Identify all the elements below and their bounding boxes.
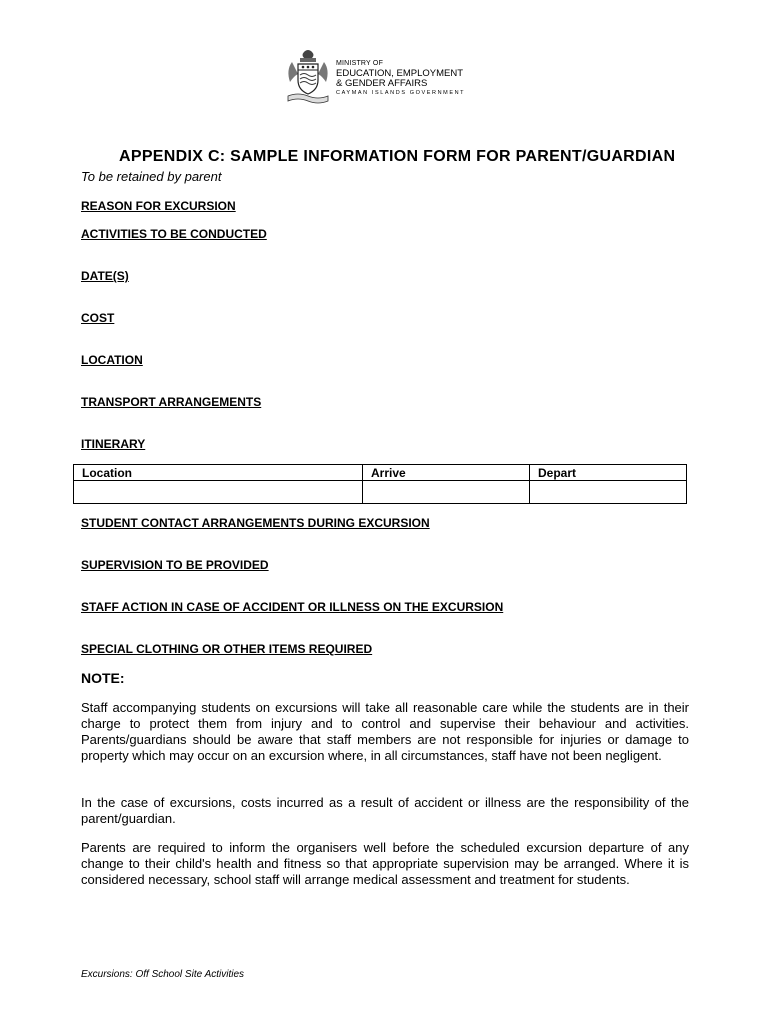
itinerary-table: [73, 464, 687, 504]
note-paragraph-3: Parents are required to inform the organisers well before the scheduled excursion departure of any change to their child's health and fitness so that appropriate supervision may be arranged. Where it is considered necessary, school staff will arrange medical assessment and treatment for students.: [81, 840, 689, 887]
table-cell-location[interactable]: [74, 481, 363, 504]
table-header-row: [74, 465, 687, 481]
document-subtitle: To be retained by parent: [81, 169, 222, 184]
note-paragraph-1: Staff accompanying students on excursions will take all reasonable care while the students are in their charge to protect them from injury and to control and supervise their behaviour and activities. Parents/guardians should be aware that staff members are not responsible for injuries or damage to property which may occur on an excursion where, in all circumstances, staff have not been negligent.: [81, 700, 689, 763]
heading-contact: STUDENT CONTACT ARRANGEMENTS DURING EXCURSION: [81, 516, 430, 530]
ministry-header: [284, 48, 484, 104]
table-cell-depart[interactable]: [530, 481, 687, 504]
table-row: [74, 481, 687, 504]
ministry-line-4: CAYMAN ISLANDS GOVERNMENT: [336, 90, 466, 96]
column-header-depart: Depart: [530, 465, 687, 481]
heading-itinerary: ITINERARY: [81, 437, 146, 451]
heading-supervision: SUPERVISION TO BE PROVIDED: [81, 558, 269, 572]
page-footer: Excursions: Off School Site Activities: [81, 969, 245, 980]
ministry-line-3: & GENDER AFFAIRS: [336, 78, 428, 89]
heading-activities: ACTIVITIES TO BE CONDUCTED: [81, 227, 267, 241]
heading-clothing: SPECIAL CLOTHING OR OTHER ITEMS REQUIRED: [81, 642, 373, 656]
heading-staff-action: STAFF ACTION IN CASE OF ACCIDENT OR ILLNESS ON THE EXCURSION: [81, 600, 504, 614]
heading-location: LOCATION: [81, 353, 143, 367]
note-paragraph-2: In the case of excursions, costs incurred as a result of accident or illness are the responsibility of the parent/guardian.: [81, 795, 689, 826]
column-header-arrive: Arrive: [363, 465, 530, 481]
ministry-line-1: MINISTRY OF: [336, 60, 384, 67]
heading-transport: TRANSPORT ARRANGEMENTS: [81, 395, 262, 409]
ministry-line-2: EDUCATION, EMPLOYMENT: [336, 68, 464, 79]
heading-dates: DATE(S): [81, 269, 129, 283]
column-header-location: Location: [74, 465, 363, 481]
heading-reason: REASON FOR EXCURSION: [81, 199, 236, 213]
heading-cost: COST: [81, 311, 115, 325]
coat-of-arms-logo: [284, 48, 332, 104]
table-cell-arrive[interactable]: [363, 481, 530, 504]
ministry-name: [336, 59, 465, 98]
note-label: NOTE:: [81, 670, 125, 686]
document-title: APPENDIX C: SAMPLE INFORMATION FORM FOR PARENT/GUARDIAN: [119, 148, 676, 165]
